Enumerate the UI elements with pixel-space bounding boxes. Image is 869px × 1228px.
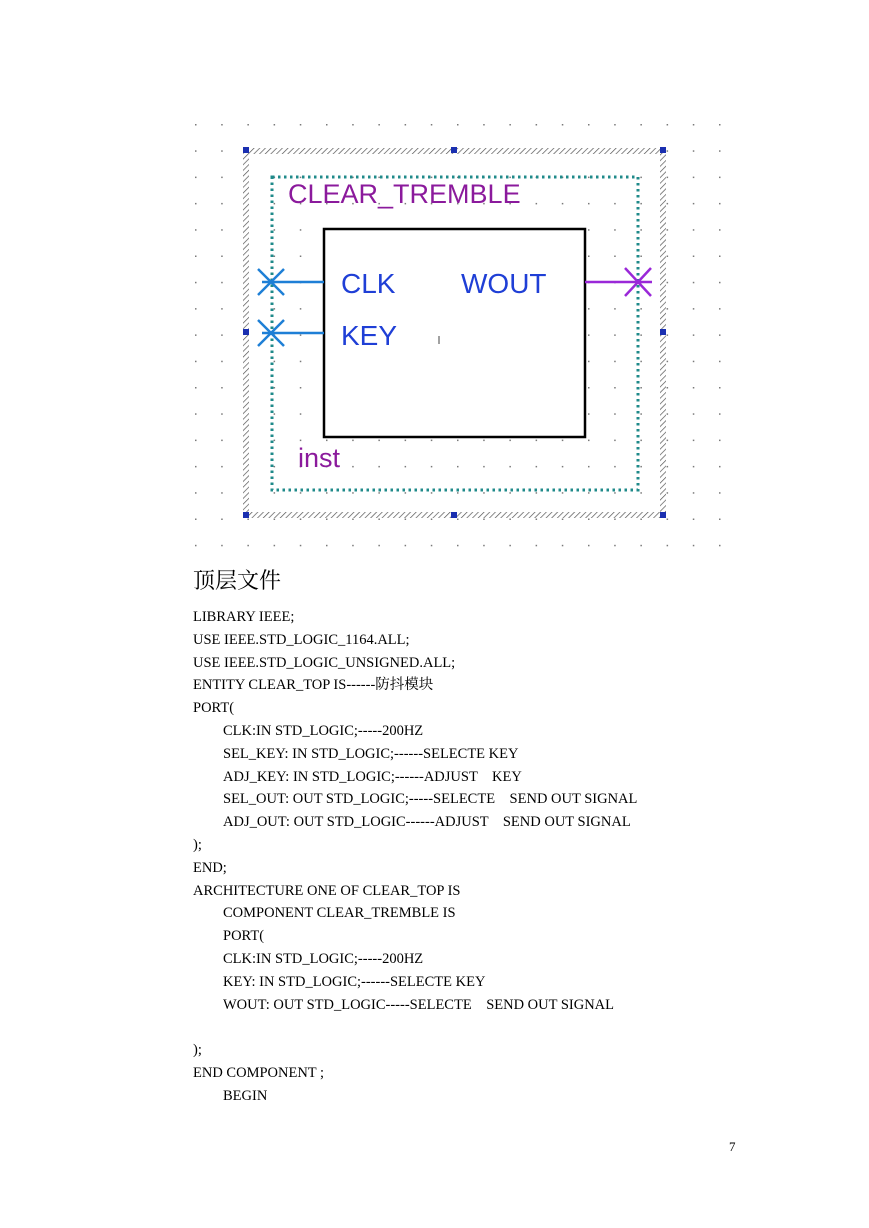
code-line: WOUT: OUT STD_LOGIC-----SELECTE SEND OUT SIGNAL (223, 996, 615, 1013)
code-line: ); (193, 1042, 202, 1059)
code-line: KEY: IN STD_LOGIC;------SELECTE KEY (223, 973, 486, 990)
port-label-wout: WOUT (461, 268, 547, 299)
vhdl-code-block (193, 606, 637, 1108)
code-line: LIBRARY IEEE; (193, 609, 295, 625)
handle-bottom-left (243, 512, 249, 518)
code-line: BEGIN (223, 1087, 268, 1104)
code-line: END; (193, 859, 227, 876)
clk-input-pin[interactable] (258, 269, 324, 295)
code-line: CLK:IN STD_LOGIC;-----200HZ (223, 950, 424, 967)
code-line: CLK:IN STD_LOGIC;-----200HZ (223, 722, 424, 739)
code-line: SEL_OUT: OUT STD_LOGIC;-----SELECTE SEND OUT SIGNAL (223, 791, 638, 808)
handle-bottom-mid (451, 512, 457, 518)
wout-output-pin[interactable] (585, 268, 652, 296)
handle-top-left (243, 147, 249, 153)
code-line: ADJ_OUT: OUT STD_LOGIC------ADJUST SEND OUT SIGNAL (223, 814, 631, 831)
block-symbol-diagram (0, 0, 869, 560)
code-line: PORT( (223, 928, 265, 945)
code-line: COMPONENT CLEAR_TREMBLE IS (223, 905, 456, 922)
handle-mid-left (243, 329, 249, 335)
handle-mid-right (660, 329, 666, 335)
code-line: END COMPONENT ; (193, 1064, 325, 1081)
handle-bottom-right (660, 512, 666, 518)
code-line: ARCHITECTURE ONE OF CLEAR_TOP IS (193, 882, 461, 899)
section-heading: 顶层文件 (193, 569, 282, 594)
handle-top-mid (451, 147, 457, 153)
code-line: PORT( (193, 700, 235, 717)
port-label-clk: CLK (341, 268, 396, 299)
handle-top-right (660, 147, 666, 153)
code-line (193, 1016, 637, 1039)
component-title: CLEAR_TREMBLE (288, 179, 521, 209)
code-line: USE IEEE.STD_LOGIC_UNSIGNED.ALL; (193, 654, 456, 671)
code-line: ENTITY CLEAR_TOP IS------防抖模块 (193, 677, 434, 694)
code-line: SEL_KEY: IN STD_LOGIC;------SELECTE KEY (223, 745, 519, 762)
code-line: ); (193, 836, 202, 853)
key-input-pin[interactable] (258, 320, 324, 346)
code-line: USE IEEE.STD_LOGIC_1164.ALL; (193, 631, 410, 648)
code-line: ADJ_KEY: IN STD_LOGIC;------ADJUST KEY (223, 768, 522, 785)
page-number: 7 (729, 1139, 736, 1154)
instance-label: inst (298, 443, 341, 473)
port-label-key: KEY (341, 320, 398, 351)
